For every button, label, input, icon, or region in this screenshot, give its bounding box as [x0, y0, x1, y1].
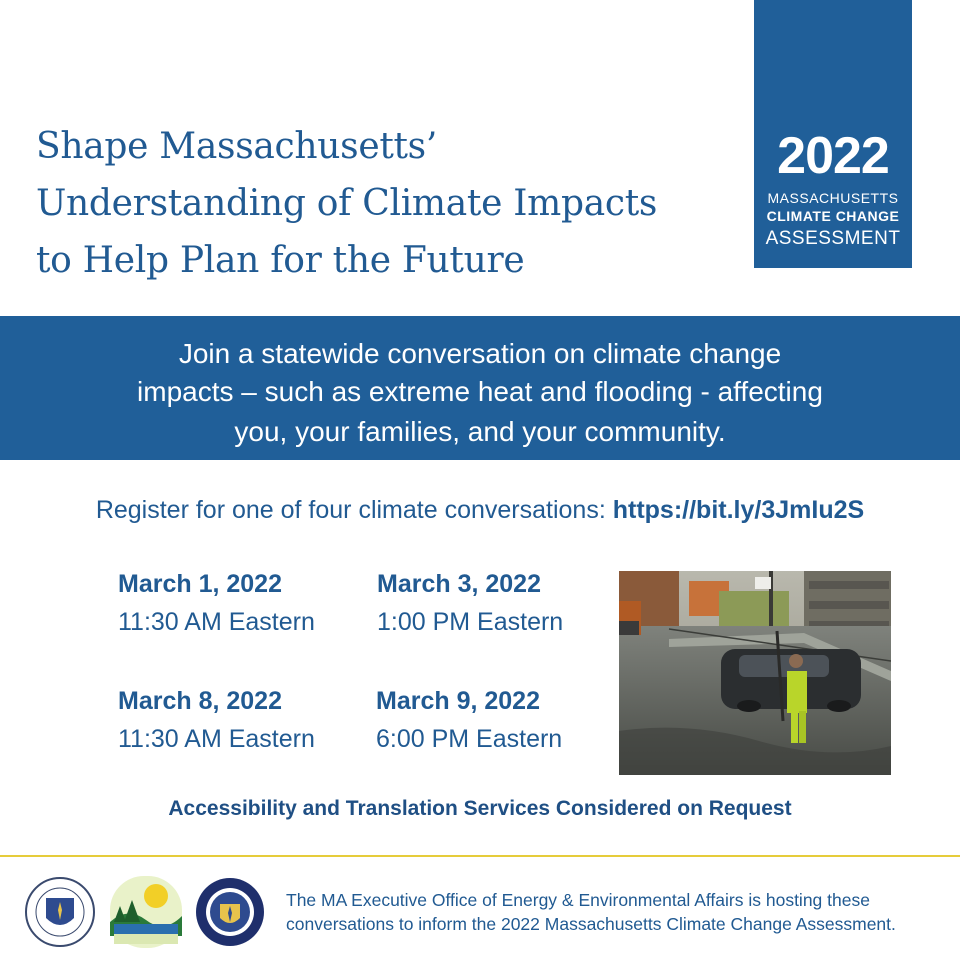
session-time: 11:30 AM Eastern: [118, 608, 315, 636]
register-line: [0, 496, 960, 525]
session-date: March 8, 2022: [118, 687, 282, 715]
divider-rule: [0, 855, 960, 857]
mema-seal-icon: [194, 876, 266, 948]
badge-line-3: ASSESSMENT: [765, 228, 901, 249]
banner-line-2: impacts – such as extreme heat and flooding - affecting: [137, 376, 823, 407]
footer-line-2: conversations to inform the 2022 Massachusetts Climate Change Assessment.: [286, 914, 896, 934]
title-line-2: Understanding of Climate Impacts: [36, 183, 658, 224]
session-2: [377, 565, 563, 641]
session-time: 11:30 AM Eastern: [118, 725, 315, 753]
session-time: 1:00 PM Eastern: [377, 608, 564, 636]
badge-line-2: CLIMATE CHANGE: [766, 208, 900, 224]
footer-text: [286, 888, 896, 936]
title-line-1: Shape Massachusetts’: [36, 126, 438, 167]
banner-line-1: Join a statewide conversation on climate change: [178, 338, 782, 369]
page-title: [36, 118, 736, 289]
flooded-street-photo: [619, 571, 891, 775]
accessibility-note: Accessibility and Translation Services Considered on Request: [168, 797, 792, 820]
flood-scene: [619, 571, 891, 775]
badge-line-1: MASSACHUSETTS: [767, 190, 899, 206]
conversation-banner: [0, 316, 960, 460]
badge-year: 2022: [777, 127, 889, 185]
banner-line-3: you, your families, and your community.: [234, 416, 726, 447]
session-date: March 9, 2022: [376, 687, 540, 715]
assessment-badge: [754, 0, 912, 268]
session-1: [118, 565, 315, 641]
register-link[interactable]: https://bit.ly/3JmIu2S: [612, 496, 865, 524]
session-time: 6:00 PM Eastern: [376, 725, 563, 753]
session-4: [376, 682, 562, 758]
session-date: March 3, 2022: [377, 570, 541, 598]
title-line-3: to Help Plan for the Future: [36, 240, 525, 281]
footer-line-1: The MA Executive Office of Energy & Environmental Affairs is hosting these: [286, 890, 870, 910]
eea-logo-icon: [110, 876, 182, 948]
massachusetts-state-seal-icon: [24, 876, 96, 948]
session-3: [118, 682, 315, 758]
register-text: Register for one of four climate conversations:: [95, 496, 613, 524]
session-date: March 1, 2022: [118, 570, 282, 598]
